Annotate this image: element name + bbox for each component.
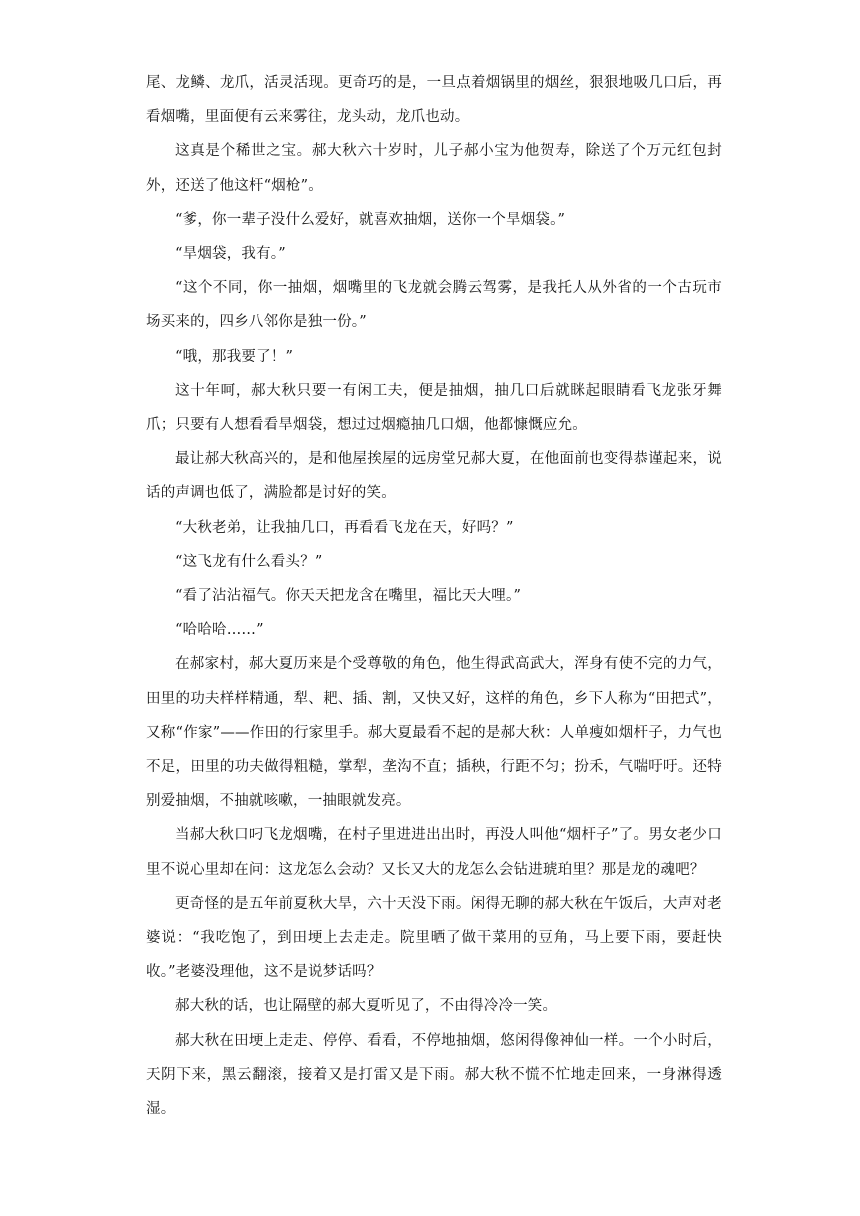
paragraph: “哈哈哈……” <box>175 622 264 639</box>
paragraph: 这真是个稀世之宝。郝大秋六十岁时，儿子郝小宝为他贺寿，除送了个万元红包封外，还送了他这杆“烟枪”。 <box>146 143 722 194</box>
story-text <box>146 66 722 1126</box>
paragraph: 郝大秋在田埂上走走、停停、看看，不停地抽烟，悠闲得像神仙一样。一个小时后，天阴下来，黑云翻滚，接着又是打雷又是下雨。郝大秋不慌不忙地走回来，一身淋得透湿。 <box>146 1032 722 1118</box>
paragraph: 这十年呵，郝大秋只要一有闲工夫，便是抽烟，抽几口后就眯起眼睛看飞龙张牙舞爪；只要有人想看看旱烟袋，想过过烟瘾抽几口烟，他都慷慨应允。 <box>146 382 722 434</box>
paragraph: “这个不同，你一抽烟，烟嘴里的飞龙就会腾云驾雾，是我托人从外省的一个古玩市场买来的，四乡八邻你是独一份。” <box>146 280 722 331</box>
paragraph: 更奇怪的是五年前夏秋大旱，六十天没下雨。闲得无聊的郝大秋在午饭后，大声对老婆说：“我吃饱了，到田埂上去走走。院里晒了做干菜用的豆角，马上要下雨，要赶快收。”老婆没理他，这不是说梦话吗？ <box>146 895 722 981</box>
paragraph: “这飞龙有什么看头？” <box>175 553 323 570</box>
paragraph: “旱烟袋，我有。” <box>175 246 286 263</box>
paragraph: “大秋老弟，让我抽几口，再看看飞龙在天，好吗？” <box>175 519 514 536</box>
paragraph: 最让郝大秋高兴的，是和他屋挨屋的远房堂兄郝大夏，在他面前也变得恭谨起来，说话的声调也低了，满脸都是讨好的笑。 <box>146 451 722 502</box>
paragraph: 尾、龙鳞、龙爪，活灵活现。更奇巧的是，一旦点着烟锅里的烟丝，狠狠地吸几口后，再看烟嘴，里面便有云来雾往，龙头动，龙爪也动。 <box>146 75 722 126</box>
paragraph: 当郝大秋口叼飞龙烟嘴，在村子里进进出出时，再没人叫他“烟杆子”了。男女老少口里不说心里却在问：这龙怎么会动？又长又大的龙怎么会钻进琥珀里？那是龙的魂吧？ <box>146 827 722 878</box>
paragraph: “哦，那我要了！” <box>175 348 294 365</box>
paragraph: 在郝家村，郝大夏历来是个受尊敬的角色，他生得武高武大，浑身有使不完的力气，田里的功夫样样精通，犁、耙、插、割，又快又好，这样的角色，乡下人称为“田把式”，又称“作家”——作田的行家里手。郝大夏最看不起的是郝大秋：人单瘦如烟杆子，力气也不足，田里的功夫做得粗糙，掌犁，垄沟不直；插秧，行距不匀；扮禾，气喘吁吁。还特别爱抽烟，不抽就咳嗽，一抽眼就发亮。 <box>146 656 722 810</box>
paragraph: “爹，你一辈子没什么爱好，就喜欢抽烟，送你一个旱烟袋。” <box>175 211 566 228</box>
paragraph: “看了沾沾福气。你天天把龙含在嘴里，福比天大哩。” <box>175 588 522 605</box>
paragraph: 郝大秋的话，也让隔壁的郝大夏听见了，不由得冷冷一笑。 <box>175 998 558 1015</box>
